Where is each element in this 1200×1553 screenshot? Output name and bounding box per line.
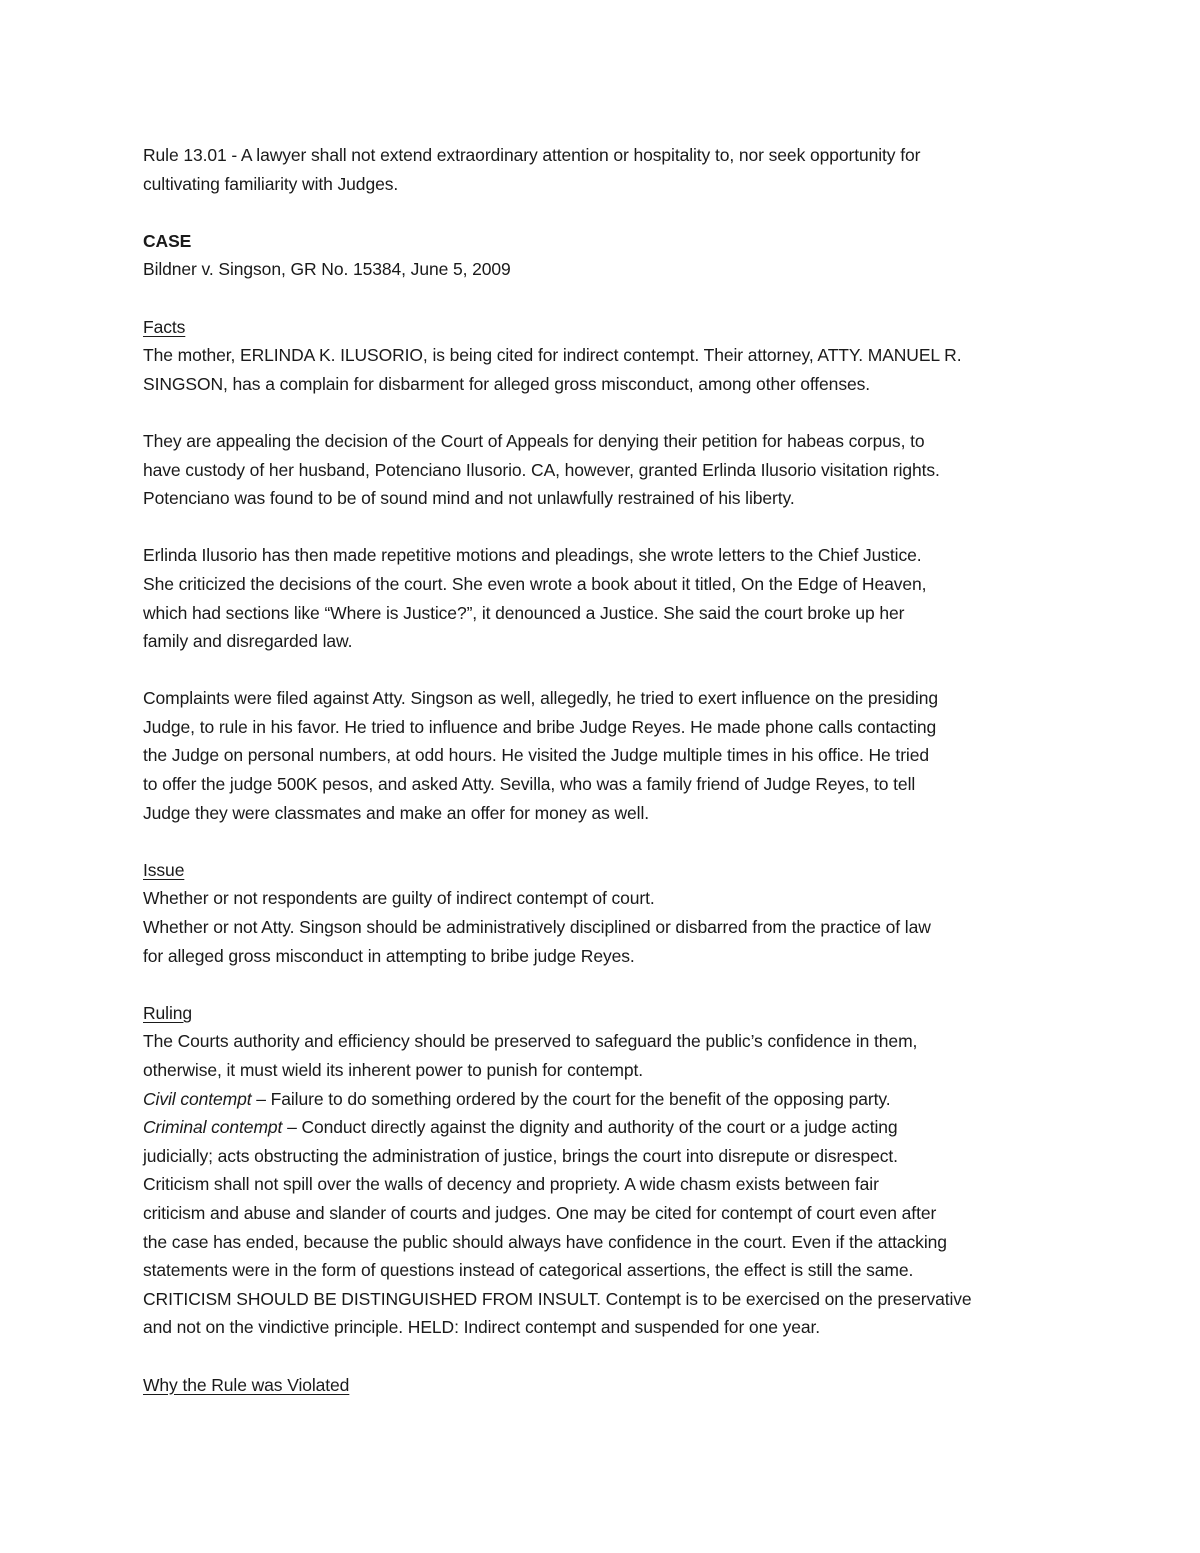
- facts-paragraph-2: [143, 427, 1063, 513]
- document-page: [143, 141, 1063, 1428]
- facts-heading: Facts: [143, 316, 186, 337]
- issue-heading: Issue: [143, 859, 185, 880]
- rule-line: cultivating familiarity with Judges.: [143, 173, 399, 194]
- ruling-line: statements were in the form of questions instead of categorical assertions, the effect is still the same.: [143, 1260, 914, 1281]
- facts-line: have custody of her husband, Potenciano Ilusorio. CA, however, granted Erlinda Ilusorio visitation rights.: [143, 459, 940, 480]
- criminal-contempt-definition: – Conduct directly against the dignity and authority of the court or a judge acting: [282, 1117, 898, 1138]
- ruling-line: criticism and abuse and slander of courts and judges. One may be cited for contempt of court even after: [143, 1202, 937, 1223]
- why-section: [143, 1371, 1063, 1400]
- ruling-line: Criticism shall not spill over the walls of decency and propriety. A wide chasm exists between fair: [143, 1174, 879, 1195]
- facts-line: Judge they were classmates and make an offer for money as well.: [143, 802, 649, 823]
- facts-line: The mother, ERLINDA K. ILUSORIO, is being cited for indirect contempt. Their attorney, ATTY. MANUEL R.: [143, 345, 962, 366]
- facts-line: the Judge on personal numbers, at odd hours. He visited the Judge multiple times in his office. He tried: [143, 745, 929, 766]
- case-citation: Bildner v. Singson, GR No. 15384, June 5, 2009: [143, 259, 511, 280]
- ruling-line: and not on the vindictive principle. HELD: Indirect contempt and suspended for one year.: [143, 1317, 821, 1338]
- facts-paragraph-4: [143, 684, 1063, 827]
- facts-line: Complaints were filed against Atty. Singson as well, allegedly, he tried to exert influence on the presiding: [143, 688, 938, 709]
- issue-line: Whether or not Atty. Singson should be administratively disciplined or disbarred from the practice of law: [143, 917, 931, 938]
- ruling-line: otherwise, it must wield its inherent power to punish for contempt.: [143, 1060, 644, 1080]
- criminal-contempt-line: [143, 1113, 1063, 1142]
- case-heading: CASE: [143, 230, 192, 251]
- issue-section: [143, 856, 1063, 970]
- ruling-line: CRITICISM SHOULD BE DISTINGUISHED FROM INSULT. Contempt is to be exercised on the preservative: [143, 1288, 972, 1309]
- facts-line: family and disregarded law.: [143, 631, 353, 652]
- facts-line: Erlinda Ilusorio has then made repetitive motions and pleadings, she wrote letters to the Chief Justice.: [143, 545, 922, 566]
- civil-contempt-line: [143, 1085, 1063, 1114]
- facts-line: She criticized the decisions of the court. She even wrote a book about it titled, On the Edge of Heaven,: [143, 573, 927, 594]
- issue-line: for alleged gross misconduct in attempting to bribe judge Reyes.: [143, 945, 635, 966]
- ruling-heading: Ruling: [143, 1002, 193, 1023]
- why-heading: Why the Rule was Violated: [143, 1374, 350, 1395]
- rule-line: Rule 13.01 - A lawyer shall not extend extraordinary attention or hospitality to, nor seek opportunity for: [143, 145, 921, 165]
- ruling-line: The Courts authority and efficiency should be preserved to safeguard the public’s confidence in them,: [143, 1031, 918, 1052]
- facts-line: to offer the judge 500K pesos, and asked Atty. Sevilla, who was a family friend of Judge Reyes, to tell: [143, 774, 916, 795]
- facts-line: Potenciano was found to be of sound mind and not unlawfully restrained of his liberty.: [143, 488, 795, 509]
- facts-paragraph-1: [143, 313, 1063, 399]
- facts-line: They are appealing the decision of the Court of Appeals for denying their petition for habeas corpus, to: [143, 430, 925, 451]
- facts-line: which had sections like “Where is Justice?”, it denounced a Justice. She said the court broke up her: [143, 602, 905, 623]
- issue-line: Whether or not respondents are guilty of indirect contempt of court.: [143, 888, 655, 909]
- civil-contempt-term: Civil contempt: [143, 1088, 252, 1109]
- facts-paragraph-3: [143, 541, 1063, 655]
- ruling-line: judicially; acts obstructing the administration of justice, brings the court into disrepute or disrespect.: [143, 1145, 898, 1166]
- facts-line: SINGSON, has a complain for disbarment for alleged gross misconduct, among other offenses.: [143, 373, 871, 394]
- ruling-line: the case has ended, because the public should always have confidence in the court. Even if the attacking: [143, 1231, 947, 1252]
- case-section: [143, 227, 1063, 284]
- criminal-contempt-term: Criminal contempt: [143, 1117, 283, 1138]
- facts-line: Judge, to rule in his favor. He tried to influence and bribe Judge Reyes. He made phone calls contacting: [143, 716, 937, 737]
- civil-contempt-definition: – Failure to do something ordered by the court for the benefit of the opposing party.: [251, 1088, 891, 1109]
- ruling-section: [143, 999, 1063, 1342]
- rule-paragraph: [143, 141, 1063, 198]
